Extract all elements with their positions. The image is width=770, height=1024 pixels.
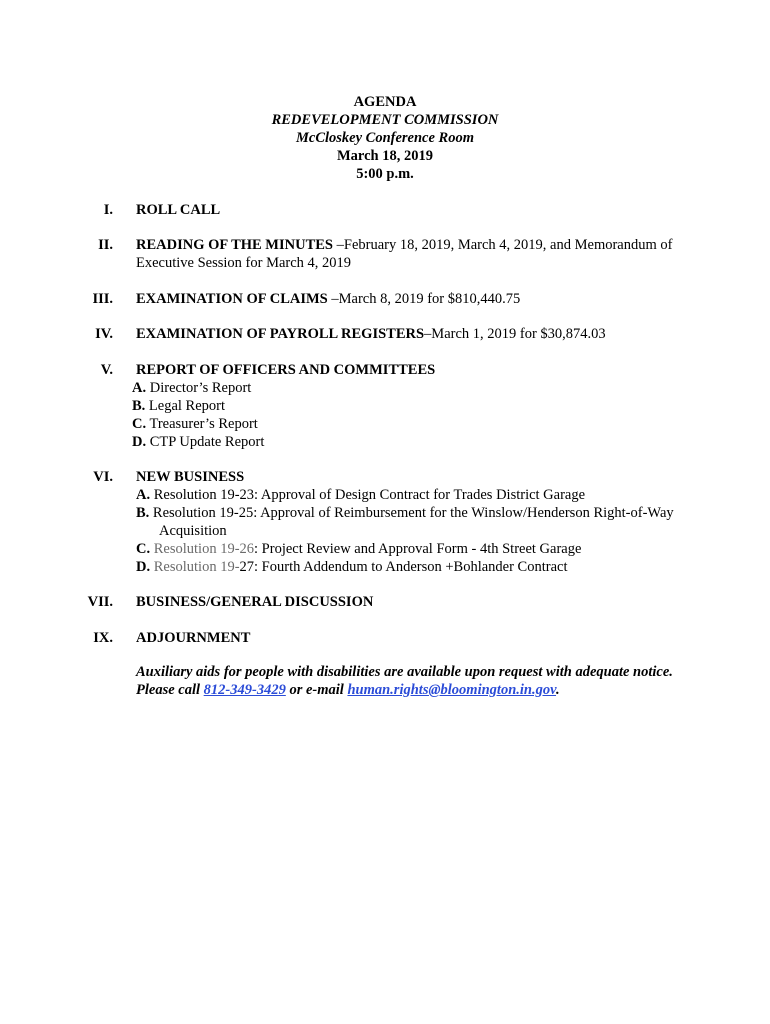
- notice-text: or e-mail: [285, 682, 348, 698]
- section-number: III.: [92, 291, 113, 307]
- section-title: EXAMINATION OF PAYROLL REGISTERS: [136, 326, 425, 342]
- list-item: D. CTP Update Report: [132, 434, 265, 450]
- meeting-room: McCloskey Conference Room: [295, 130, 474, 146]
- section-detail: –March 1, 2019 for $30,874.03: [424, 326, 606, 342]
- section-number: VI.: [93, 469, 113, 485]
- section-number: IX.: [93, 630, 113, 646]
- section-title: ROLL CALL: [136, 202, 221, 218]
- section-detail: –February 18, 2019, March 4, 2019, and Memorandum of Executive Session for March 4, 2019: [136, 237, 673, 271]
- list-item: D. Resolution 19-27: Fourth Addendum to Anderson +Bohlander Contract: [136, 559, 568, 575]
- section-title: BUSINESS/GENERAL DISCUSSION: [136, 594, 374, 610]
- section-number: V.: [100, 362, 113, 378]
- section-title: NEW BUSINESS: [136, 469, 245, 485]
- email-link[interactable]: human.rights@bloomington.in.gov: [347, 682, 557, 698]
- section-number: I.: [103, 202, 113, 218]
- list-item: B. Resolution 19-25: Approval of Reimbursement for the Winslow/Henderson Right-of-Way Acquisition: [136, 505, 674, 539]
- section-number: II.: [98, 237, 113, 253]
- commission-name: REDEVELOPMENT COMMISSION: [271, 112, 499, 128]
- section-number: VII.: [87, 594, 113, 610]
- notice-text: .: [556, 682, 560, 698]
- agenda-header: [0, 93, 770, 183]
- list-item: C. Treasurer’s Report: [132, 416, 258, 432]
- section-title: REPORT OF OFFICERS AND COMMITTEES: [136, 362, 436, 378]
- meeting-date: March 18, 2019: [337, 148, 433, 164]
- section-number: IV.: [95, 326, 113, 342]
- list-item: B. Legal Report: [132, 398, 226, 414]
- accessibility-notice: [136, 663, 696, 699]
- meeting-time: 5:00 p.m.: [356, 166, 414, 182]
- agenda-title: AGENDA: [353, 94, 417, 110]
- list-item: A. Resolution 19-23: Approval of Design Contract for Trades District Garage: [136, 487, 586, 503]
- section-title: READING OF THE MINUTES: [136, 237, 333, 253]
- phone-link[interactable]: 812-349-3429: [203, 682, 286, 698]
- section-title: ADJOURNMENT: [136, 630, 251, 646]
- list-item: C. Resolution 19-26: Project Review and Approval Form - 4th Street Garage: [136, 541, 582, 557]
- notice-text: Auxiliary aids for people with disabilities are available upon request with adequate notice. Please call: [136, 664, 673, 698]
- section-detail: –March 8, 2019 for $810,440.75: [327, 291, 521, 307]
- list-item: A. Director’s Report: [132, 380, 252, 396]
- section-title: EXAMINATION OF CLAIMS: [136, 291, 328, 307]
